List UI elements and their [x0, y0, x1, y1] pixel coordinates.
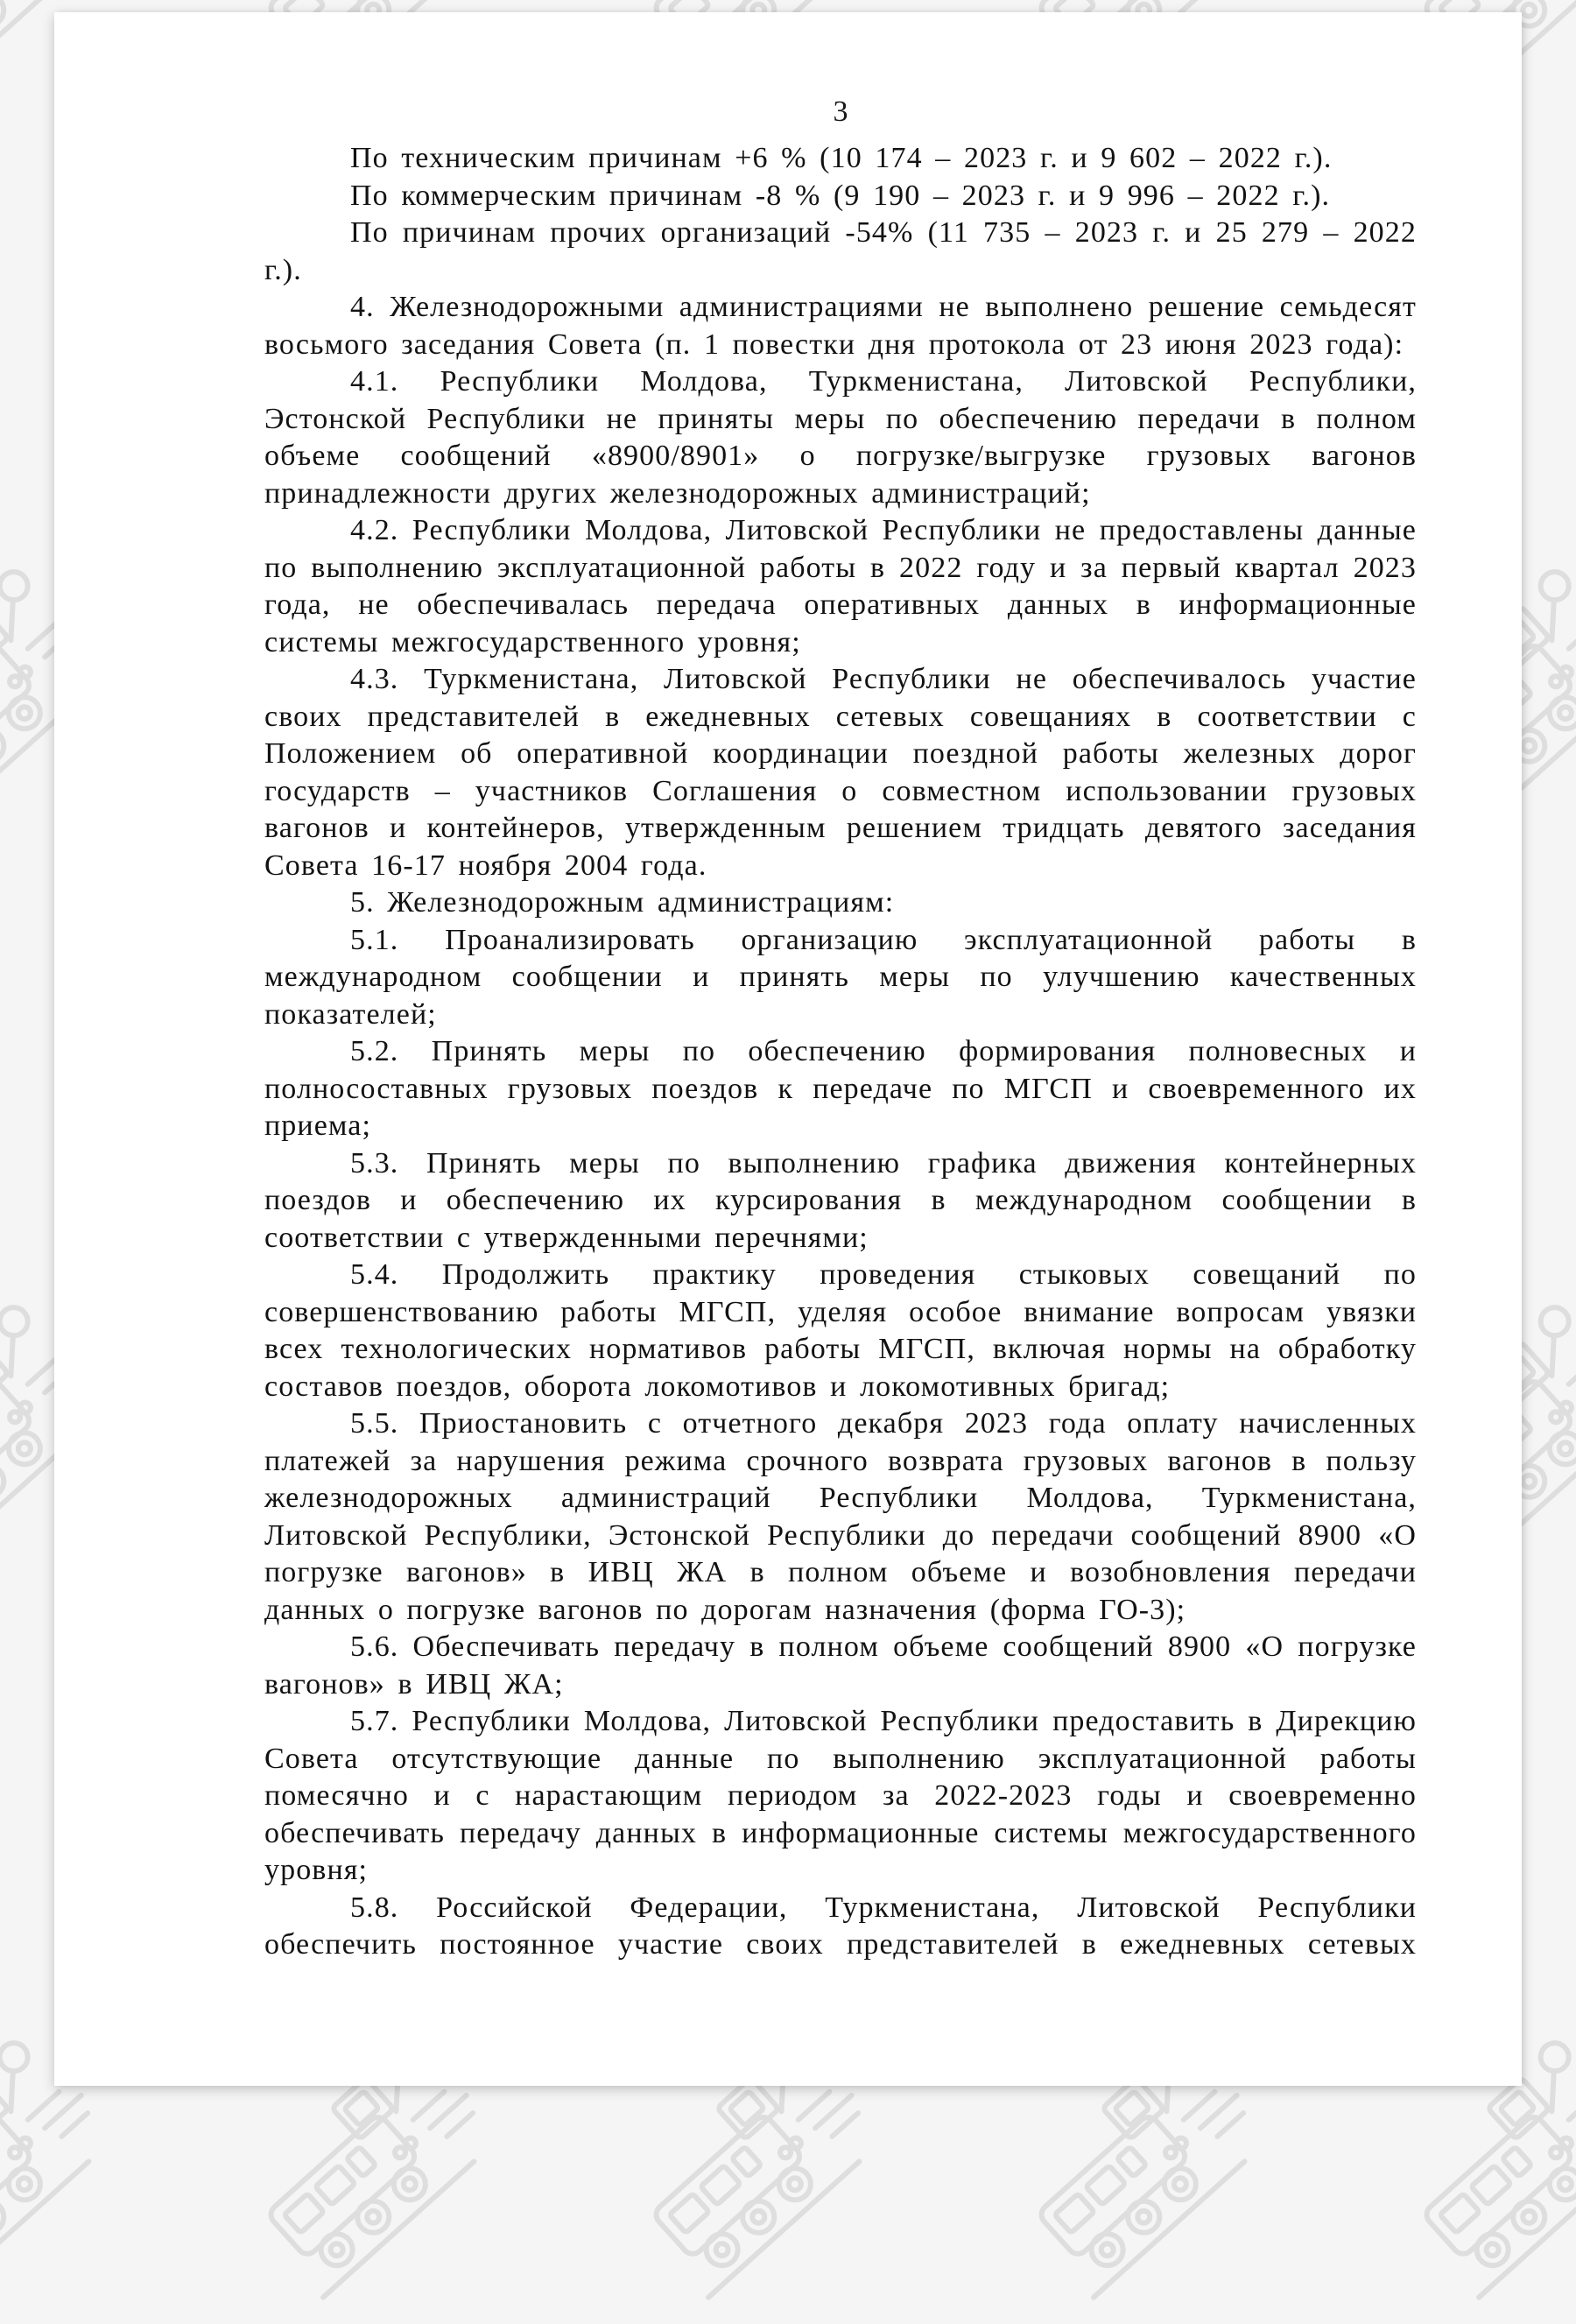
paragraph-comm-reasons: По коммерческим причинам -8 % (9 190 – 2023 г. и 9 996 – 2022 г.). — [350, 179, 1331, 212]
paragraph-item-5-5: 5.5. Приостановить с отчетного декабря 2023 года оплату начисленных платежей за нарушения режима срочного возврата грузовых вагонов в пользу железнодорожных администраций Республики Молдова, Туркменистана, Литовской Республики, Эстонской Республики до передачи сообщений 8900 «О погрузке вагонов» в ИВЦ ЖА в полном объеме и возобновления передачи данных о погрузке вагонов по дорогам назначения (форма ГО-3); — [264, 1407, 1417, 1626]
train-watermark-icon — [1565, 1646, 1576, 1953]
paragraph-tech-reasons: По техническим причинам +6 % (10 174 – 2023 г. и 9 602 – 2022 г.). — [350, 142, 1333, 174]
paragraph-item-5-2: 5.2. Принять меры по обеспечению формирования полновесных и полносоставных грузовых поездов к передаче по МГСП и своевременного их приема; — [264, 1035, 1417, 1142]
paragraph-item-5-7: 5.7. Республики Молдова, Литовской Республики предоставить в Дирекцию Совета отсутствующие данные по выполнению эксплуатационной работы помесячно и с нарастающим периодом за 2022-2023 годы и своевременно обеспечивать передачу данных в информационные системы межгосударственного уровня; — [264, 1705, 1417, 1886]
paragraph-item-5-1: 5.1. Проанализировать организацию эксплуатационной работы в международном сообщении и принять меры по улучшению качественных показателей; — [264, 923, 1417, 1031]
paragraph-item-5-3: 5.3. Принять меры по выполнению графика движения контейнерных поездов и обеспечению их курсирования в международном сообщении в соответствии с утвержденными перечнями; — [264, 1146, 1417, 1254]
paragraph-item-5-8: 5.8. Российской Федерации, Туркменистана, Литовской Республики обеспечить постоянное участие своих представителей в ежедневных сетевых — [264, 1891, 1417, 1961]
paragraph-item-4: 4. Железнодорожными администрациями не выполнено решение семьдесят восьмого заседания Совета (п. 1 повестки дня протокола от 23 июня 2023 года): — [264, 291, 1417, 361]
paragraph-item-4-2: 4.2. Республики Молдова, Литовской Республики не предоставлены данные по выполнению эксплуатационной работы в 2022 году и за первый квартал 2023 года, не обеспечивалась передача оперативных данных в информационные системы межгосударственного уровня; — [264, 514, 1417, 658]
paragraph-item-5-4: 5.4. Продолжить практику проведения стыковых совещаний по совершенствованию работы МГСП, уделяя особое внимание вопросам увязки всех технологических нормативов работы МГСП, включая нормы на обработку составов поездов, оборота локомотивов и локомотивных бригад; — [264, 1258, 1417, 1403]
document-text — [264, 140, 1417, 1964]
train-watermark-icon — [1565, 175, 1576, 482]
train-watermark-icon — [1565, 911, 1576, 1217]
paragraph-item-5-6: 5.6. Обеспечивать передачу в полном объеме сообщений 8900 «О погрузке вагонов» в ИВЦ ЖА; — [264, 1630, 1417, 1701]
paragraph-item-5: 5. Железнодорожным администрациям: — [350, 886, 895, 919]
paragraph-item-4-1: 4.1. Республики Молдова, Туркменистана, Литовской Республики, Эстонской Республики не приняты меры по обеспечению передачи в полном объеме сообщений «8900/8901» о погрузке/выгрузке грузовых вагонов принадлежности других железнодорожных администраций; — [264, 365, 1417, 510]
document-page — [54, 12, 1522, 2086]
paragraph-item-4-3: 4.3. Туркменистана, Литовской Республики не обеспечивалось участие своих представителей в ежедневных сетевых совещаниях в соответствии с Положением об оперативной координации поездной работы железных дорог государств – участников Соглашения о совместном использовании грузовых вагонов и контейнеров, утвержденным решением тридцать девятого заседания Совета 16-17 ноября 2004 года. — [264, 663, 1417, 882]
paragraph-other-reasons: По причинам прочих организаций -54% (11 735 – 2023 г. и 25 279 – 2022 г.). — [264, 216, 1417, 286]
page-number: 3 — [833, 95, 848, 128]
